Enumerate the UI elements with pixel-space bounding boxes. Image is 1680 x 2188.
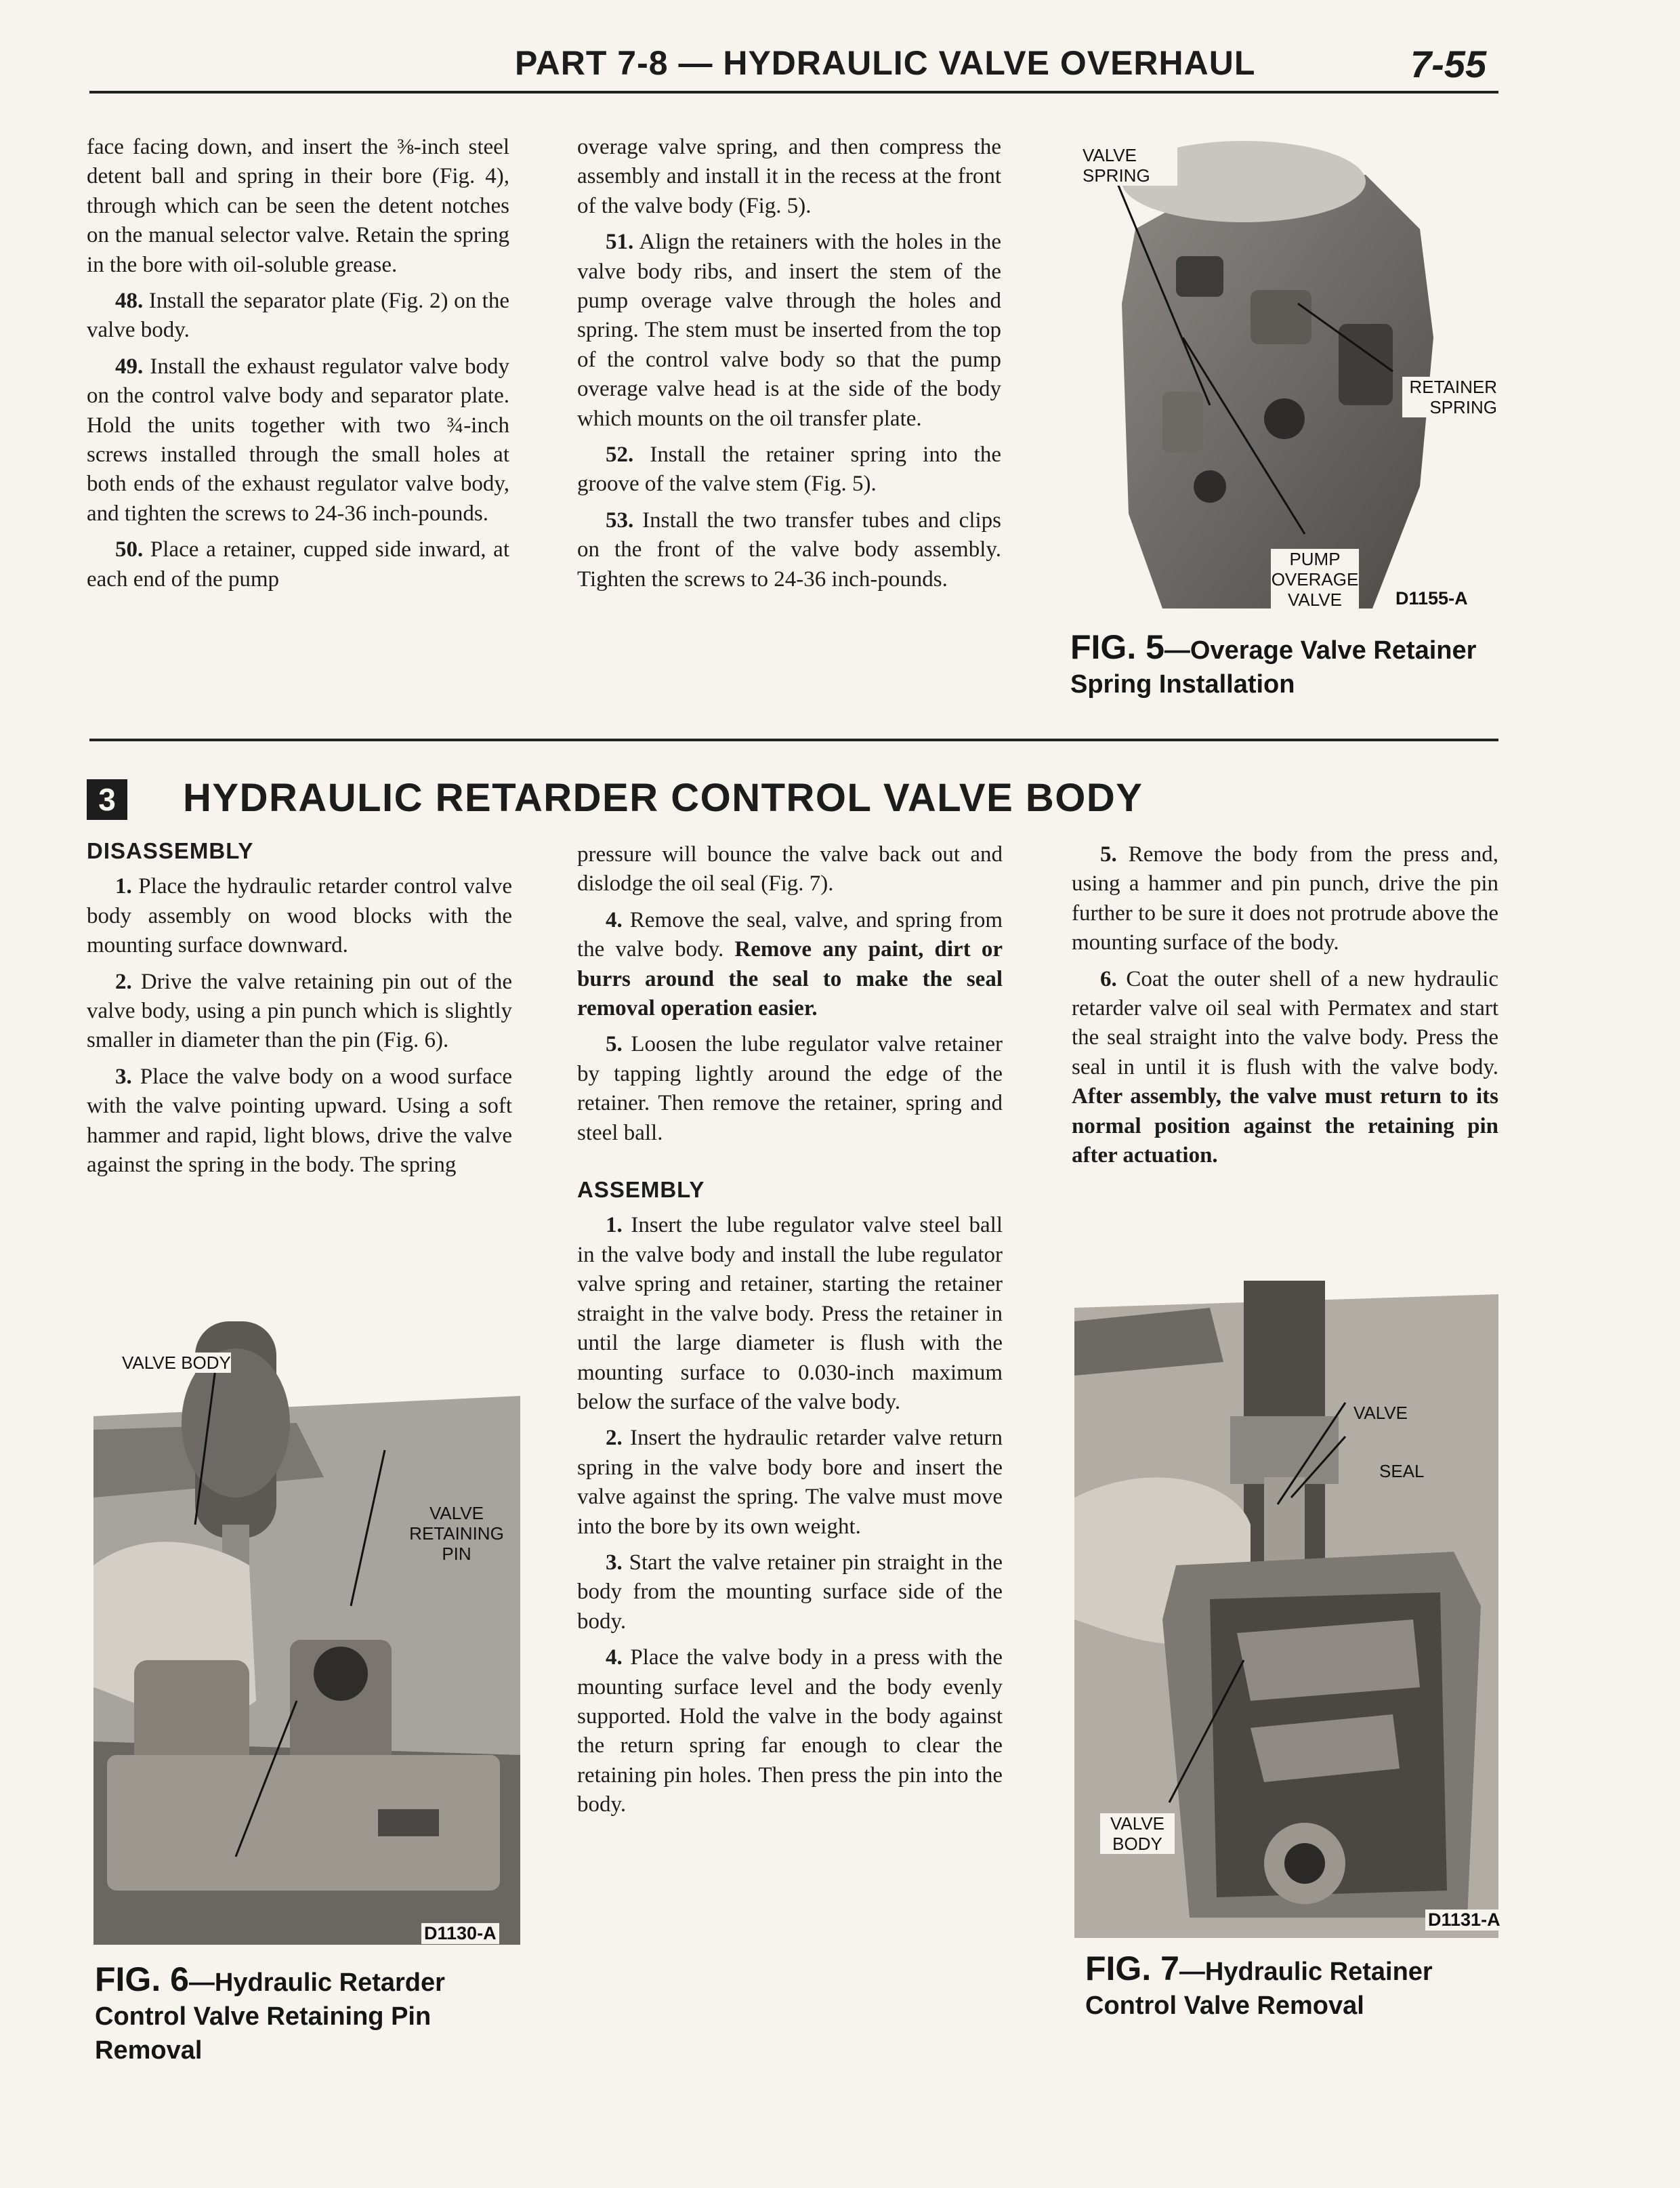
step-52: 52. Install the retainer spring into the groove of the valve stem (Fig. 5).: [577, 442, 1001, 497]
assembly-step-5: 5. Remove the body from the press and, using a hammer and pin punch, drive the pin further to be sure it does not protrude above the mounting surface of the body.: [1072, 842, 1498, 955]
assembly-step-1: 1. Insert the lube regulator valve steel ball in the valve body and install the lube regulator valve spring and retainer, starting the retainer straight in the valve body. Press the retainer in until the large diameter is flush with the mounting surface to 0.030-inch maximum below the surface of the valve body.: [577, 1213, 1003, 1414]
fig7-id: D1131-A: [1425, 1910, 1503, 1931]
fig6-label-valve-retaining-pin: VALVE RETAINING PIN: [409, 1503, 504, 1564]
header-rule: [89, 91, 1498, 94]
fig7-label-valve: VALVE: [1353, 1403, 1408, 1423]
disassembly-step-2: 2. Drive the valve retaining pin out of the valve body, using a pin punch which is slightly smaller in diameter than the pin (Fig. 6).: [87, 969, 512, 1053]
top-column-1: [87, 133, 509, 601]
assembly-step-4: 4. Place the valve body in a press with the mounting surface level and the body evenly supported. Hold the valve in the body against the return spring far enough to clear the retaining pin holes. Then press the pin into the body.: [577, 1645, 1003, 1817]
fig6-id: D1130-A: [421, 1923, 499, 1944]
fig5-label-retainer-spring: RETAINER SPRING: [1402, 377, 1497, 417]
section-number-badge: 3: [87, 779, 127, 820]
step-49: 49. Install the exhaust regulator valve body on the control valve body and separator plate. Hold the units together with two ¾-inch screws installed through the small holes at both ends of the exhaust regulator valve body, and tighten the screws to 24-36 inch-pounds.: [87, 354, 509, 526]
fig5-label-pump-overage-valve: PUMP OVERAGE VALVE: [1271, 549, 1359, 610]
fig7-label-seal: SEAL: [1379, 1461, 1425, 1481]
disassembly-step-1: 1. Place the hydraulic retarder control valve body assembly on wood blocks with the mounting surface downward.: [87, 874, 512, 958]
fig5-label-valve-spring: VALVE SPRING: [1083, 145, 1177, 186]
assembly-step-2: 2. Insert the hydraulic retarder valve return spring in the valve body bore and insert the valve against the spring. The valve must move into the bore by its own weight.: [577, 1426, 1003, 1539]
fig6-label-valve-body: VALVE BODY: [122, 1353, 231, 1373]
running-header-title: PART 7-8 — HYDRAULIC VALVE OVERHAUL: [515, 44, 1256, 82]
assembly-heading: ASSEMBLY: [577, 1177, 705, 1203]
top-column-2: [577, 133, 1001, 601]
fig6-caption: FIG. 6—Hydraulic Retarder Control Valve Retaining Pin Removal: [95, 1960, 445, 2065]
fig5-caption: FIG. 5—Overage Valve Retainer Spring Installation: [1070, 628, 1477, 699]
disassembly-step-5: 5. Loosen the lube regulator valve retainer by tapping lightly around the edge of the retainer. Then remove the retainer, spring and steel ball.: [577, 1032, 1003, 1145]
fig6-photo: [93, 1321, 520, 1945]
fig7-caption: FIG. 7—Hydraulic Retainer Control Valve Removal: [1085, 1949, 1433, 2020]
fig5-id: D1155-A: [1395, 588, 1468, 608]
disassembly-column: [87, 836, 512, 1186]
section-title: HYDRAULIC RETARDER CONTROL VALVE BODY: [183, 776, 1143, 820]
middle-column: [577, 840, 1003, 1827]
disassembly-step-3-cont: pressure will bounce the valve back out and dislodge the oil seal (Fig. 7).: [577, 842, 1003, 896]
disassembly-step-4: 4. Remove the seal, valve, and spring from the valve body. Remove any paint, dirt or burrs around the seal to make the seal removal operation easier.: [577, 907, 1003, 1021]
step-53: 53. Install the two transfer tubes and clips on the front of the valve body assembly. Tighten the screws to 24-36 inch-pounds.: [577, 508, 1001, 592]
assembly-step-3: 3. Start the valve retainer pin straight in the body from the mounting surface side of the body.: [577, 1550, 1003, 1634]
right-column: [1072, 840, 1498, 1177]
paragraph: face facing down, and insert the ⅜-inch steel detent ball and spring in their bore (Fig. 4), through which can be seen the detent notches on the manual selector valve. Retain the spring in the bore with oil-soluble grease.: [87, 135, 509, 277]
step-48: 48. Install the separator plate (Fig. 2) on the valve body.: [87, 289, 509, 343]
paragraph: overage valve spring, and then compress the assembly and install it in the recess at the front of the valve body (Fig. 5).: [577, 135, 1001, 218]
section-rule: [89, 739, 1498, 741]
disassembly-step-3: 3. Place the valve body on a wood surface with the valve pointing upward. Using a soft hammer and rapid, light blows, drive the valve against the spring in the body. The spring: [87, 1064, 512, 1178]
fig7-label-valve-body: VALVE BODY: [1100, 1813, 1175, 1854]
step-50: 50. Place a retainer, cupped side inward, at each end of the pump: [87, 537, 509, 592]
page-number: 7-55: [1410, 43, 1487, 85]
disassembly-heading: DISASSEMBLY: [87, 838, 254, 863]
assembly-step-6: 6. Coat the outer shell of a new hydraulic retarder valve oil seal with Permatex and start the seal straight into the valve body. Press the seal in until it is flush with the valve body. After assembly, the valve must return to its normal position against the retaining pin after actuation.: [1072, 966, 1498, 1168]
step-51: 51. Align the retainers with the holes in the valve body ribs, and insert the stem of the pump overage valve through the holes and spring. The stem must be inserted from the top of the control valve body so that the pump overage valve head is at the side of the body which mounts on the oil transfer plate.: [577, 230, 1001, 431]
